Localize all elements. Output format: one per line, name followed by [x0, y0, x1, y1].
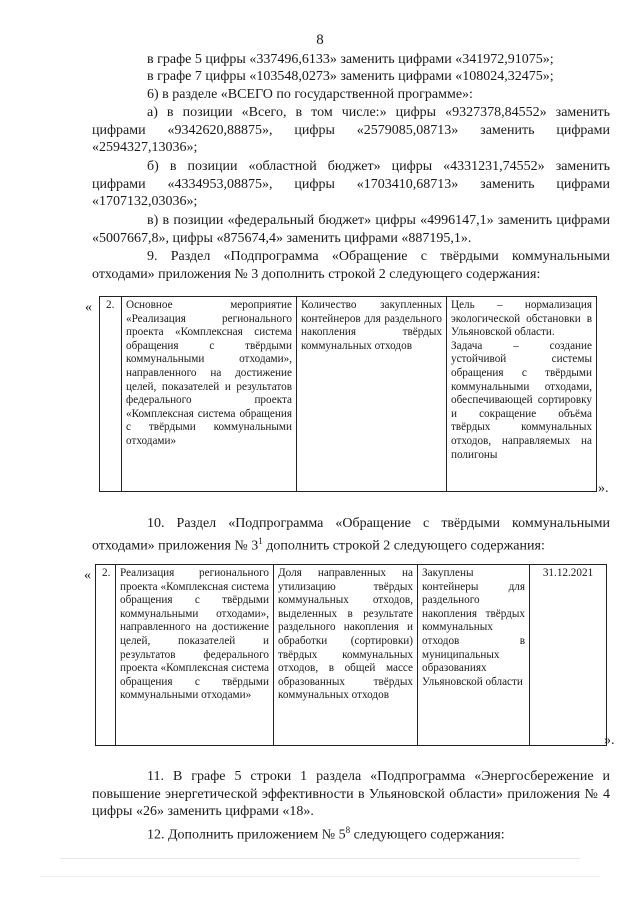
table1-col2: Количество закупленных контейнеров для раздельного накопления твёрдых коммунальных отходов: [297, 297, 447, 492]
table2-row: [96, 565, 607, 746]
table1-num: 2.: [100, 297, 122, 492]
para-v: в) в позиции «федеральный бюджет» цифры «4996147,1» заменить цифрами «5007667,8», цифры «875674,4» заменить цифрами «887195,1».: [92, 213, 610, 246]
para-10: [92, 515, 610, 555]
table2-open-quote: «: [84, 568, 91, 583]
line-section-total: 6) в разделе «ВСЕГО по государственной программе»:: [147, 87, 473, 102]
table1-col3-task: Задача – создание устойчивой системы обращения с твёрдыми коммунальными отходами, обеспечивающей сортировку и сокращение объёма твёрдых коммунальных отходов, направляемых на полигоны: [451, 339, 592, 461]
table2-col2: Доля направленных на утилизацию твёрдых коммунальных отходов, выделенных в результате раздельного накопления и обработки (сортировки) твёрдых коммунальных отходов, в общей массе образованных твёрдых коммунальных отходов: [274, 565, 418, 746]
para-12-text-after: следующего содержания:: [350, 827, 505, 843]
para-10-sup: 1: [258, 535, 263, 546]
table2-num: 2.: [96, 565, 116, 746]
table1-row: [100, 297, 597, 492]
table2-close-quote: ».: [604, 733, 615, 748]
scan-noise: [60, 858, 580, 859]
para-12-text: 12. Дополнить приложением № 5: [147, 827, 346, 843]
table1-col3: [447, 297, 597, 492]
para-b: б) в позиции «областной бюджет» цифры «4331231,74552» заменить цифрами «4334953,08875», цифры «1703410,68713» заменить цифрами «1707132,03036»;: [92, 159, 610, 209]
para-12-sup: 8: [345, 825, 351, 835]
para-11: 11. В графе 5 строки 1 раздела «Подпрограмма «Энергосбережение и повышение энергетической эффективности в Ульяновской области» приложения № 4 цифры «26» заменить цифрами «18».: [92, 769, 610, 819]
para-9: 9. Раздел «Подпрограмма «Обращение с твёрдыми коммунальными отходами» приложения № 3 дополнить строкой 2 следующего содержания:: [92, 249, 610, 282]
table2-col3: Закуплены контейнеры для раздельного накопления твёрдых коммунальных отходов в муниципальных образованиях Ульяновской области: [418, 565, 530, 746]
para-10-text: 10. Раздел «Подпрограмма «Обращение с твёрдыми коммунальными отходами» приложения № 3: [92, 516, 610, 554]
line-grafa-7: в графе 7 цифры «103548,0273» заменить цифрами «108024,32475»;: [147, 69, 554, 84]
table1-close-quote: ».: [598, 481, 609, 496]
para-10-text-after: дополнить строкой 2 следующего содержания:: [262, 538, 545, 554]
para-12: [147, 822, 607, 844]
table2-col1: Реализация регионального проекта «Комплексная система обращения с твёрдыми коммунальными отходами», направленного на достижение целей, показателей и результатов федерального проекта «Комплексная система обращения с твёрдыми коммунальными отходами»: [116, 565, 274, 746]
table1-col3-goal: Цель – нормализация экологической обстановки в Ульяновской области.: [451, 299, 592, 339]
table2-col4: 31.12.2021: [530, 565, 607, 746]
table1: [99, 296, 597, 492]
table1-col1: Основное мероприятие «Реализация регионального проекта «Комплексная система обращения с твёрдыми коммунальными отходами», направленного на достижение целей, показателей и результатов федерального проекта «Комплексная система обращения с твёрдыми коммунальными отходами»: [122, 297, 297, 492]
table2: [95, 564, 607, 746]
page-number: 8: [316, 32, 324, 48]
line-grafa-5: в графе 5 цифры «337496,6133» заменить цифрами «341972,91075»;: [147, 52, 554, 67]
scan-noise: [40, 876, 600, 877]
table1-open-quote: «: [85, 300, 92, 315]
para-a: а) в позиции «Всего, в том числе:» цифры «9327378,84552» заменить цифрами «9342620,88875», цифры «2579085,08713» заменить цифрами «2594327,13036»;: [92, 105, 610, 155]
